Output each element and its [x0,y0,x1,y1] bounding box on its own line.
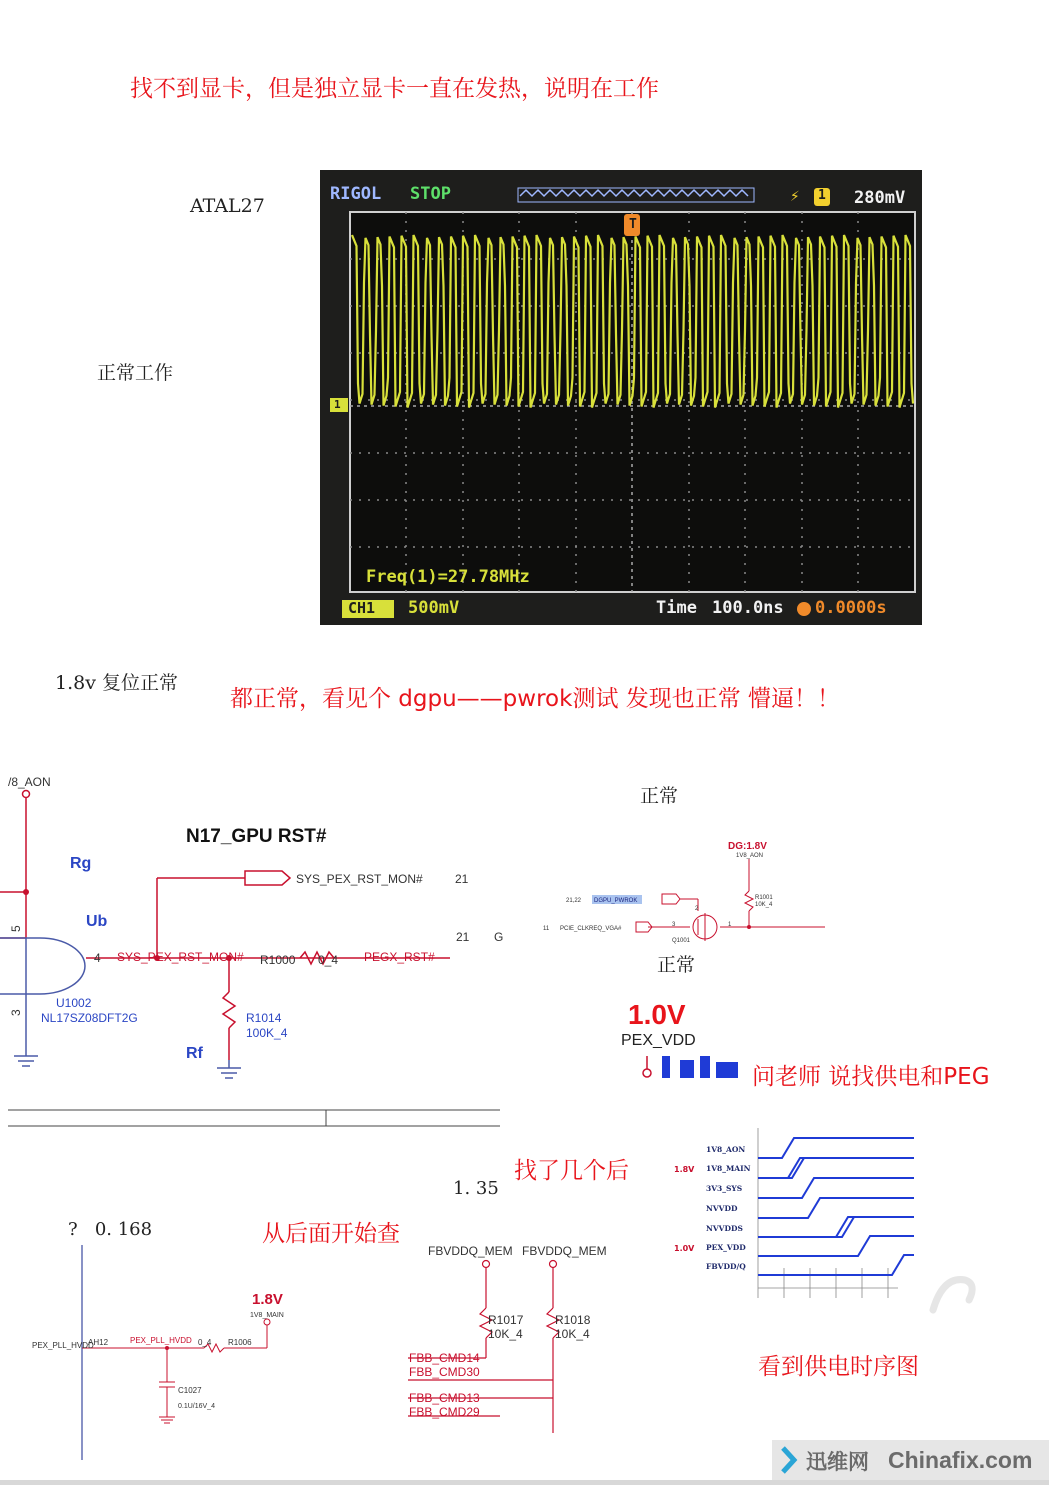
fbvddq-mem-1: FBVDDQ_MEM [428,1244,513,1258]
tag-1v0: 1.0V [674,1244,695,1253]
q1001-pin-2: 2 [695,906,699,912]
schematic-fbvddq-mem [400,1238,620,1438]
pll-rail: 1V8_MAIN [250,1312,284,1319]
freq-readout: Freq(1)=27.78MHz [366,567,530,587]
net-1v8-aon-2: 1V8_AON [736,853,764,859]
schematic-dgpu-pwrok [540,835,830,945]
pin-11: 11 [543,926,550,932]
rail-fbvdd: FBVDD/Q [706,1262,746,1271]
r1018-ref: R1018 [555,1313,591,1327]
net-sys-pex-rst-mon-2: SYS_PEX_RST_MON# [117,950,244,964]
r1000-ref: R1000 [260,953,296,967]
c1027-ref: C1027 [178,1386,202,1395]
schematic-title: N17_GPU RST# [186,826,327,847]
faint-watermark-logo [925,1270,985,1320]
rail-1v8-main: 1V8_MAIN [706,1164,751,1173]
trigger-source-label: 1 [818,188,826,203]
net-fbb-cmd29: FBB_CMD29 [409,1405,480,1419]
label-rf: Rf [186,1045,203,1062]
page-title: 找不到显卡，但是独立显卡一直在发热，说明在工作 [130,76,659,102]
label-normal-1: 正常 [640,785,679,807]
pll-pin: AH12 [88,1338,109,1347]
note-see-timing: 看到供电时序图 [758,1354,919,1380]
net-dgpu-pwrok: DGPU_PWROK [594,898,638,904]
label-reset-normal: 1.8v 复位正常 [55,672,178,694]
q1001-pin-1: 1 [728,922,732,928]
c1027-value: 0.1U/16V_4 [178,1403,215,1410]
scope-graticule [320,170,922,625]
offset-icon [797,602,811,616]
watermark-arrow-icon [780,1445,802,1475]
scope-state: STOP [410,184,451,204]
note-ask-teacher: 问老师 说找供电和PEG [752,1064,990,1090]
fbvddq-mem-2: FBVDDQ_MEM [522,1244,607,1258]
channel1-label: 1 [334,398,341,411]
time-label: Time [656,598,697,618]
tag-1v8: 1.8V [674,1165,695,1174]
label-normal-work: 正常工作 [97,362,174,384]
rail-nvvdd: NVVDD [706,1204,738,1213]
label-rg: Rg [70,855,92,872]
label-atal27: ATAL27 [190,195,265,217]
pin-21-22: 21,22 [566,898,582,904]
q1001-pin-3: 3 [672,922,676,928]
time-per-div: 100.0ns [712,598,784,618]
r1014-ref: R1014 [246,1011,282,1025]
net-fbb-cmd14: FBB_CMD14 [409,1351,480,1365]
label-0-168: ? 0. 168 [68,1219,153,1240]
watermark-cn: 迅维网 [806,1450,869,1474]
label-ub: Ub [86,913,108,930]
pll-voltage: 1.8V [252,1291,283,1308]
net-fbb-cmd30: FBB_CMD30 [409,1365,480,1379]
trigger-edge-icon: ⚡ [790,186,800,205]
net-pegx-rst: PEGX_RST# [364,950,435,964]
r1018-value: 10K_4 [555,1327,590,1341]
watermark-en: Chinafix.com [888,1447,1033,1473]
label-normal-2: 正常 [657,954,696,976]
r1001-value: 10K_4 [755,902,773,908]
q1001-ref: Q1001 [672,938,691,944]
net-pcie-clkreq: PCIE_CLKREQ_VGA# [560,926,622,932]
scope-brand: RIGOL [330,184,382,204]
pex-vdd-net: PEX_VDD [621,1032,696,1049]
page-bottom-edge [0,1480,1049,1485]
rail-3v3-sys: 3V3_SYS [706,1184,743,1193]
note-found-some: 找了几个后 [514,1158,629,1184]
page-ref-g: G [494,930,504,944]
net-fbb-cmd13: FBB_CMD13 [409,1391,480,1405]
r1017-ref: R1017 [488,1313,524,1327]
ch1-label: CH1 [348,599,376,617]
trigger-marker-label: T [629,217,637,232]
r1014-value: 100K_4 [246,1026,288,1040]
schematic-pex-pll-hvdd [8,1245,318,1465]
pex-vdd-voltage: 1.0V [628,999,686,1030]
power-sequence-diagram [670,1128,930,1303]
pin-4: 4 [94,951,101,965]
rail-nvvdds: NVVDDS [706,1224,743,1233]
r1006-value: 0_4 [198,1338,212,1347]
pex-vdd-clip-artifact [638,1052,758,1082]
trigger-level: 280mV [854,188,906,208]
oscilloscope-screen [320,170,922,625]
r1017-value: 10K_4 [488,1327,523,1341]
offset-readout: 0.0000s [815,598,887,618]
r1006-ref: R1006 [228,1338,252,1347]
note-all-normal: 都正常，看见个 dgpu——pwrok测试 发现也正常 懵逼！！ [230,686,841,712]
chinafix-watermark [772,1440,1049,1480]
page-ref-21b: 21 [456,930,470,944]
net-1v8-aon: /8_AON [8,775,51,789]
page-ref-21a: 21 [455,872,469,886]
u1002-part: NL17SZ08DFT2G [41,1011,138,1025]
schematic-gpu-rst [0,770,510,1130]
scope-memory-strip [520,190,748,196]
pin-5: 5 [9,925,23,932]
pll-left-net: PEX_PLL_HVDD [32,1341,94,1350]
dg-voltage: DG:1.8V [728,841,767,852]
net-sys-pex-rst-mon: SYS_PEX_RST_MON# [296,872,423,886]
r1000-value: 0_4 [318,953,339,967]
pin-3: 3 [9,1009,23,1016]
u1002-ref: U1002 [56,996,92,1010]
rail-1v8-aon: 1V8_AON [706,1145,746,1154]
label-1-35: 1. 35 [453,1178,499,1199]
r1001-ref: R1001 [755,895,773,901]
pll-net: PEX_PLL_HVDD [130,1336,192,1345]
rail-pex-vdd: PEX_VDD [706,1243,746,1252]
volts-per-div: 500mV [408,598,460,618]
note-start-back: 从后面开始查 [262,1221,400,1247]
